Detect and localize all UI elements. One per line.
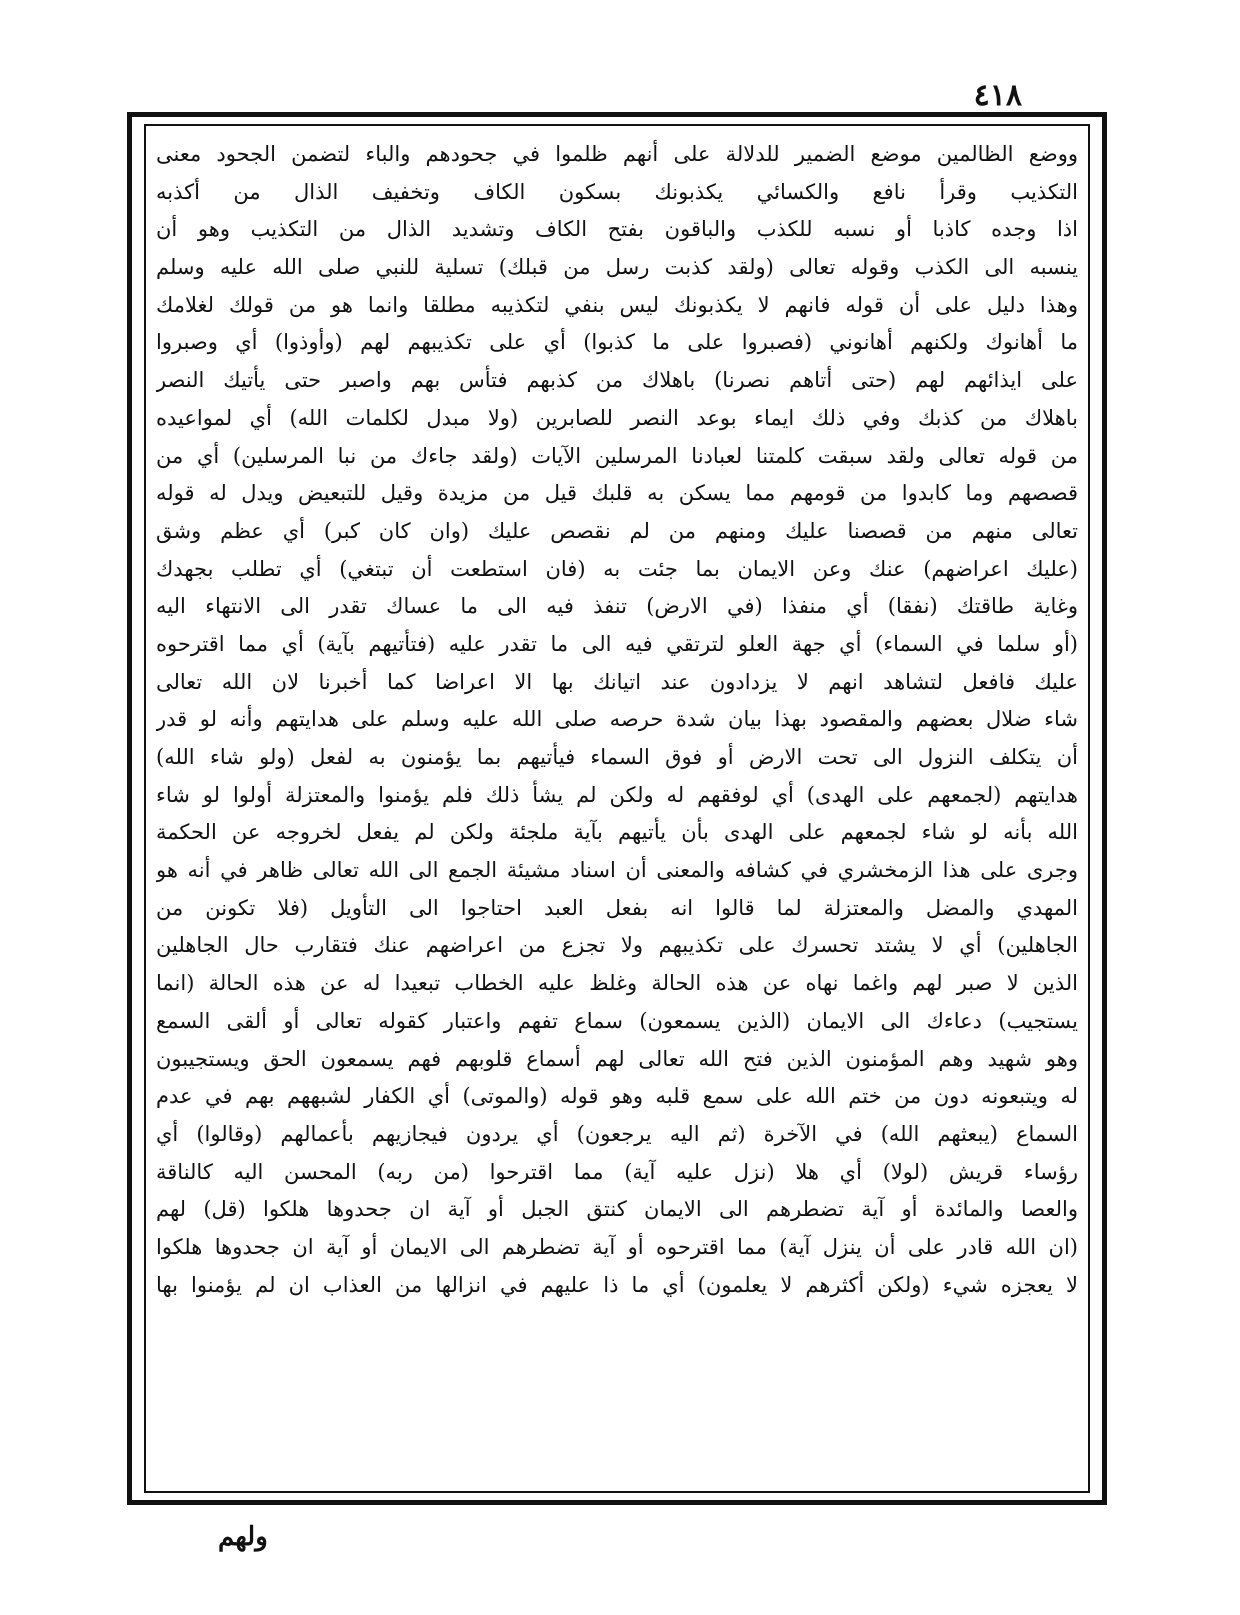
text-line: الجاهلين) أي لا يشتد تحسرك على تكذيبهم ولا تجزع من اعراضهم عنك فتقارب حال الجاهلين bbox=[156, 933, 1078, 958]
text-line: عليك فافعل لتشاهد انهم لا يزدادون عند اتيانك بها الا اعراضا كما أخبرنا لان الله تعالى bbox=[156, 669, 1078, 694]
text-line: السماع (يبعثهم الله) في الآخرة (ثم اليه يرجعون) أي يردون فيجازيهم بأعمالهم (وقالوا) أي bbox=[156, 1121, 1078, 1146]
text-line: والعصا والمائدة أو آية تضطرهم الى الايمان كنتق الجبل أو آية ان جحدوها هلكوا (قل) لهم bbox=[156, 1197, 1078, 1222]
text-line: (عليك اعراضهم) عنك وعن الايمان بما جئت به (فان استطعت أن تبتغي) أي تطلب بجهدك bbox=[156, 556, 1078, 581]
text-line: وهو شهيد وهم المؤمنون الذين فتح الله تعالى لهم أسماع قلوبهم فهم يسمعون الحق ويستجيبون bbox=[156, 1046, 1078, 1071]
text-line: ينسبه الى الكذب وقوله تعالى (ولقد كذبت رسل من قبلك) تسلية للنبي صلى الله عليه وسلم bbox=[156, 255, 1078, 280]
text-line: وغاية طاقتك (نفقا) أي منفذا (في الارض) تنفذ فيه الى ما عساك تقدر الى الانتهاء اليه bbox=[156, 594, 1078, 619]
text-line: وجرى على هذا الزمخشري في كشافه والمعنى أن اسناد مشيئة الجمع الى الله تعالى ظاهر في أنه هو bbox=[156, 858, 1078, 883]
main-text-block bbox=[156, 136, 1078, 1486]
text-line: أن يتكلف النزول الى تحت الارض أو فوق السماء فيأتيهم بما يؤمنون به لفعل (ولو شاء الله) bbox=[156, 745, 1078, 769]
text-line: التكذيب وقرأ نافع والكسائي يكذبونك بسكون الكاف وتخفيف الذال من أكذبه bbox=[156, 179, 1078, 204]
text-line: الذين لا صبر لهم واغما نهاه عن هذه الحالة وغلظ عليه الخطاب تبعيدا له عن هذه الحالة (انما bbox=[156, 971, 1078, 996]
text-line: (ان الله قادر على أن ينزل آية) مما اقترحوه أو آية تضطرهم الى الايمان أو آية ان جحدوها هلكوا bbox=[156, 1234, 1078, 1259]
text-line: لا يعجزه شيء (ولكن أكثرهم لا يعلمون) أي ما ذا عليهم في انزالها من العذاب ان لم يؤمنوا بها bbox=[156, 1272, 1078, 1297]
text-line: تعالى منهم من قصصنا عليك ومنهم من لم نقصص عليك (وان كان كبر) أي عظم وشق bbox=[156, 518, 1078, 543]
text-line: ووضع الظالمين موضع الضمير للدلالة على أنهم ظلموا في جحودهم والباء لتضمن الجحود معنى bbox=[156, 142, 1078, 166]
page-number: ٤١٨ bbox=[973, 78, 1022, 113]
text-line: شاء ضلال بعضهم والمقصود بهذا بيان شدة حرصه صلى الله عليه وسلم على هدايتهم وأنه لو قدر bbox=[156, 707, 1078, 732]
text-line: باهلاك من كذبك وفي ذلك ايماء بوعد النصر للصابرين (ولا مبدل لكلمات الله) أي لمواعيده bbox=[156, 405, 1078, 430]
text-line: المهدي والمضل والمعتزلة لما قالوا انه بفعل العبد احتاجوا الى التأويل (فلا تكونن من bbox=[156, 895, 1078, 920]
text-line: قصصهم وما كابدوا من قومهم مما يسكن به قلبك قيل من مزيدة وقيل للتبعيض ويدل له قوله bbox=[156, 481, 1078, 506]
text-line: يستجيب) دعاءك الى الايمان (الذين يسمعون) سماع تفهم واعتبار كقوله تعالى أو ألقى السمع bbox=[156, 1008, 1078, 1033]
text-line: وهذا دليل على أن قوله فانهم لا يكذبونك ليس بنفي لتكذيبه مطلقا وانما هو من قولك لغلامك bbox=[156, 292, 1078, 317]
text-line: الله بأنه لو شاء لجمعهم على الهدى بأن يأتيهم بآية ملجئة ولكن لم يفعل لخروجه عن الحكمة bbox=[156, 820, 1078, 845]
text-line: هدايتهم (لجمعهم على الهدى) أي لوفقهم له ولكن لم يشأ ذلك فلم يؤمنوا والمعتزلة أولوا لو شاء bbox=[156, 782, 1078, 807]
text-line: اذا وجده كاذبا أو نسبه للكذب والباقون بفتح الكاف وتشديد الذال من التكذيب وهو أن bbox=[156, 217, 1078, 242]
text-line: ما أهانوك ولكنهم أهانوني (فصبروا على ما كذبوا) أي على تكذيبهم لهم (وأوذوا) أي وصبروا bbox=[156, 330, 1078, 355]
text-line: له ويتبعونه دون من ختم الله على سمع قلبه وهو قوله (والموتى) أي الكفار لشبههم بهم في عدم bbox=[156, 1084, 1078, 1109]
text-line: من قوله تعالى ولقد سبقت كلمتنا لعبادنا المرسلين الآيات (ولقد جاءك من نبا المرسلين) أي من bbox=[156, 443, 1078, 468]
text-line: (أو سلما في السماء) أي جهة العلو لترتقي فيه الى ما تقدر عليه (فتأتيهم بآية) أي مما اقترحوه bbox=[156, 631, 1078, 656]
catchword: ولهم bbox=[218, 1522, 268, 1552]
text-line: رؤساء قريش (لولا) أي هلا (نزل عليه آية) مما اقترحوا (من ربه) المحسن اليه كالناقة bbox=[156, 1159, 1078, 1184]
text-line: على ايذائهم لهم (حتى أتاهم نصرنا) باهلاك من كذبهم فتأس بهم واصبر حتى يأتيك النصر bbox=[156, 368, 1078, 393]
